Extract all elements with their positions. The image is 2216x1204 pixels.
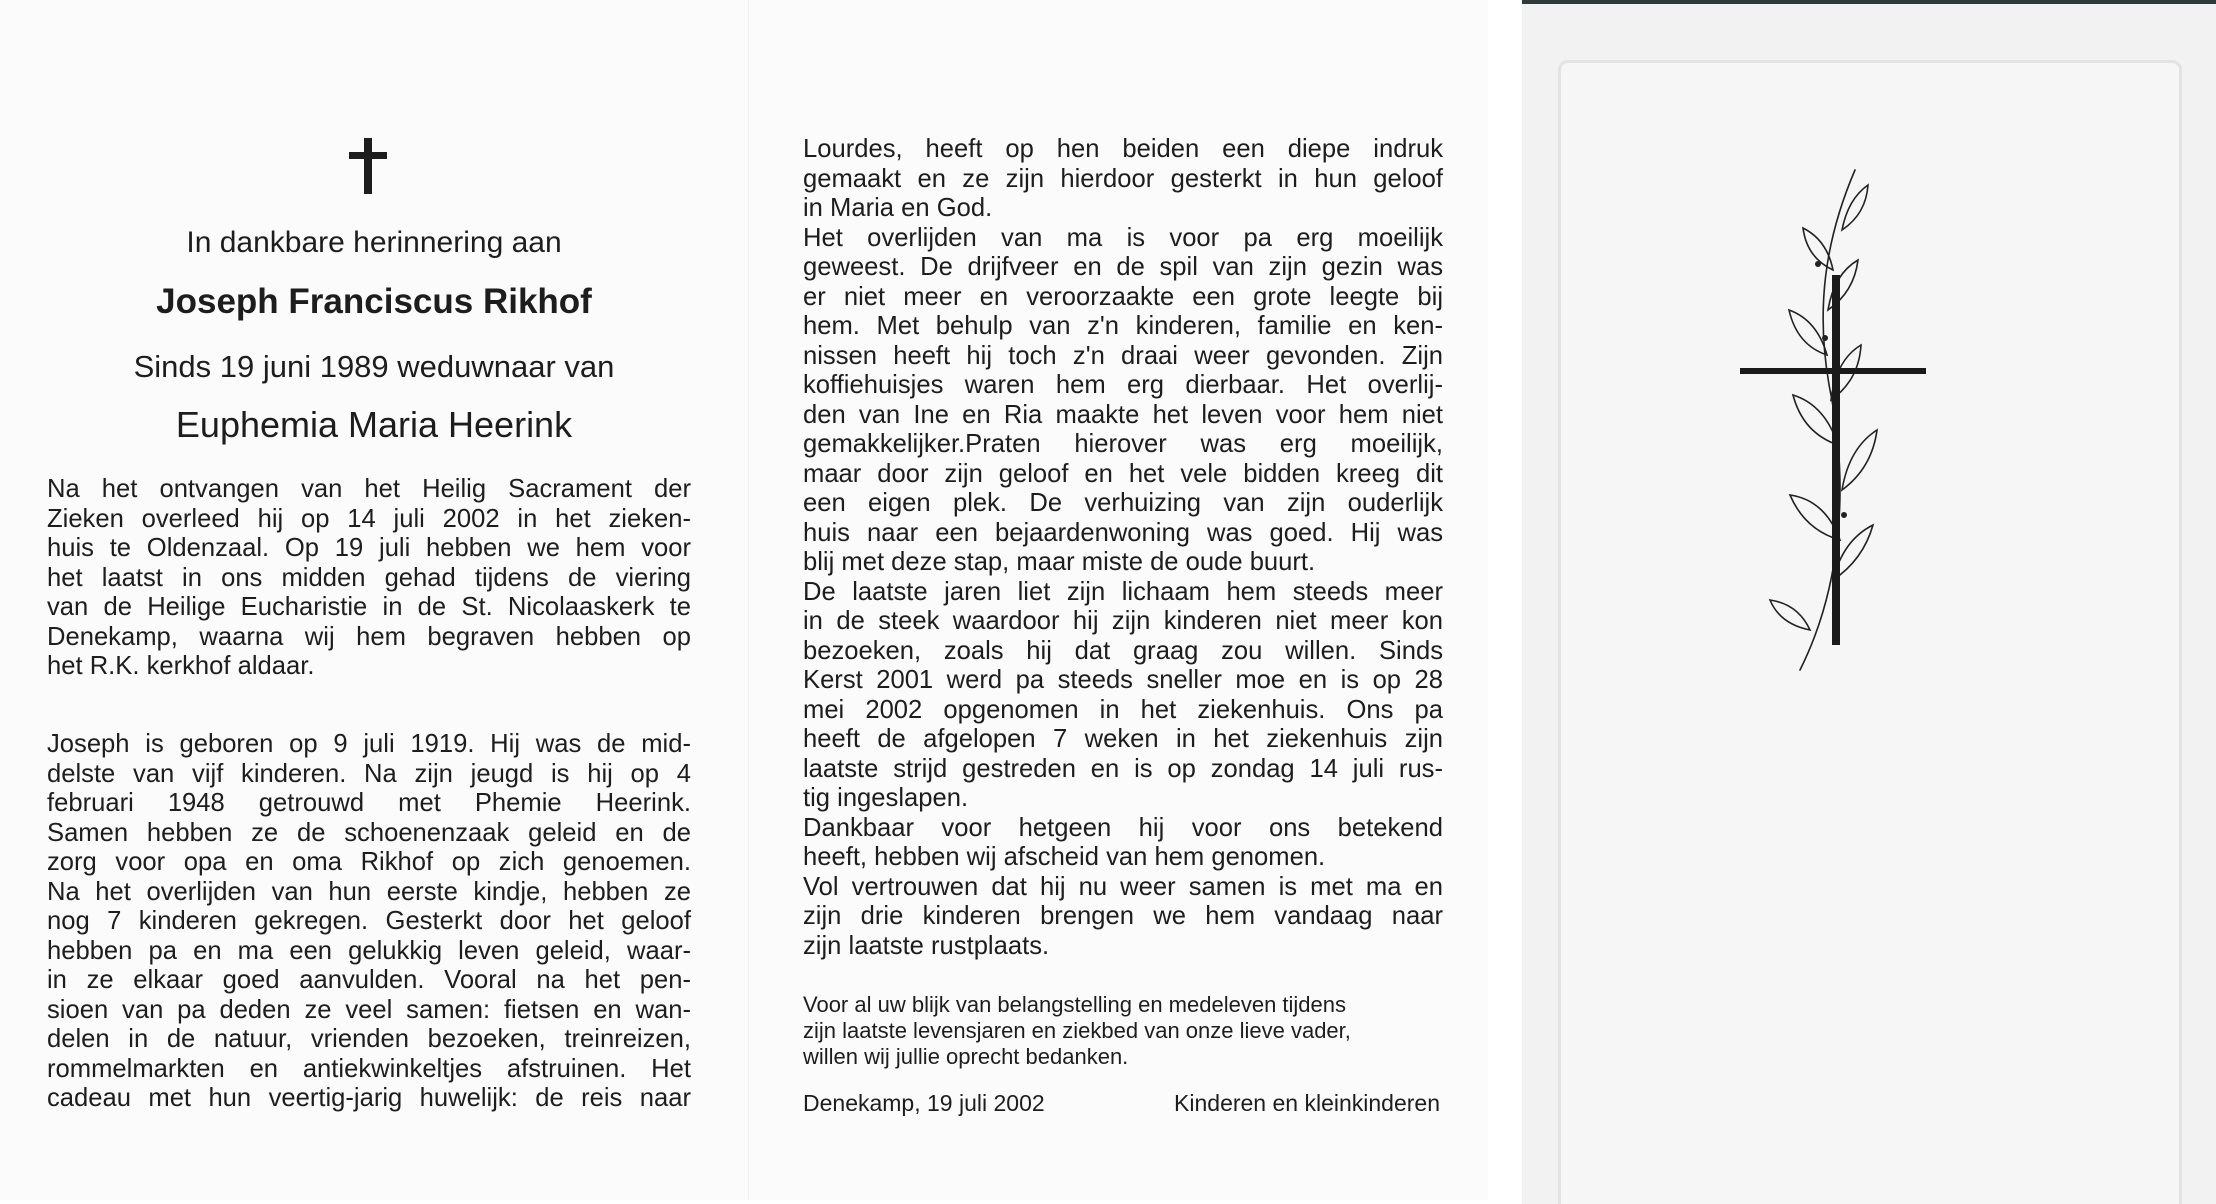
text-line: Samen hebben ze de schoenenzaak geleid en de <box>47 818 691 847</box>
text-line: het R.K. kerkhof aldaar. <box>47 652 315 680</box>
text-line: gemakkelijker.Praten hierover was erg moeilijk, <box>803 430 1443 458</box>
text-line: nissen heeft hij toch z'n draai weer gevonden. Zijn <box>803 341 1443 370</box>
left-page <box>0 0 748 1200</box>
text-line: De laatste jaren liet zijn lichaam hem steeds meer <box>803 577 1443 606</box>
text-line: heeft de afgelopen 7 weken in het ziekenhuis zijn <box>803 725 1443 753</box>
text-line: in Maria en God. <box>803 194 993 222</box>
widower-since-line: Sinds 19 juni 1989 weduwnaar van <box>133 349 615 384</box>
text-line: het laatst in ons midden gehad tijdens de viering <box>47 563 691 592</box>
spouse-name: Euphemia Maria Heerink <box>175 404 573 445</box>
paragraph-life-story <box>47 730 691 1114</box>
paragraph-continuation <box>803 135 1443 961</box>
text-line: cadeau met hun veertig-jarig huwelijk: de reis naar <box>47 1084 691 1112</box>
text-line: Na het overlijden van hun eerste kindje, hebben ze <box>47 877 691 906</box>
text-line: Kerst 2001 werd pa steeds sneller moe en is op 28 <box>803 666 1443 694</box>
text-line: van de Heilige Eucharistie in de St. Nicolaaskerk te <box>47 593 691 621</box>
text-line: Na het ontvangen van het Heilig Sacrament der <box>47 475 691 503</box>
text-line: Vol vertrouwen dat hij nu weer samen is met ma en <box>803 872 1443 901</box>
place-and-date: Denekamp, 19 juli 2002 <box>803 1090 1045 1116</box>
text-line: den van Ine en Ria maakte het leven voor hem niet <box>803 400 1443 429</box>
text-line: in ze elkaar goed aanvulden. Vooral na het pen- <box>47 966 691 994</box>
text-line: zijn laatste levensjaren en ziekbed van onze lieve vader, <box>803 1018 1351 1043</box>
text-line: Het overlijden van ma is voor pa erg moeilijk <box>803 223 1443 252</box>
page-gap <box>1488 0 1522 1200</box>
paragraph-death-notice <box>47 475 691 682</box>
text-line: rommelmarkten en antiekwinkeltjes afstruinen. Het <box>47 1054 691 1083</box>
text-line: zorg voor opa en oma Rikhof op zich genoemen. <box>47 848 691 876</box>
text-line: Joseph is geboren op 9 juli 1919. Hij was de mid- <box>47 730 691 758</box>
signature-line: Kinderen en kleinkinderen <box>1174 1090 1440 1116</box>
text-line: er niet meer en veroorzaakte een grote leegte bij <box>803 282 1443 311</box>
text-line: tig ingeslapen. <box>803 784 969 812</box>
text-line: zijn drie kinderen brengen we hem vandaag naar <box>803 902 1443 930</box>
text-line: Zieken overleed hij op 14 juli 2002 in het zieken- <box>47 504 691 533</box>
text-line: sioen van pa deden ze veel samen: fietsen en wan- <box>47 995 691 1024</box>
text-line: maar door zijn geloof en het vele bidden kreeg dit <box>803 459 1443 488</box>
text-line: mei 2002 opgenomen in het ziekenhuis. Ons pa <box>803 695 1443 724</box>
intro-line: In dankbare herinnering aan <box>186 226 562 259</box>
text-line: huis te Oldenzaal. Op 19 juli hebben we hem voor <box>47 534 691 562</box>
text-line: laatste strijd gestreden en is op zondag 14 juli rus- <box>803 754 1443 783</box>
text-line: delen in de natuur, vrienden bezoeken, treinreizen, <box>47 1025 691 1053</box>
latin-cross-icon <box>349 138 387 198</box>
text-line: bezoeken, zoals hij dat graag zou willen. Sinds <box>803 636 1443 665</box>
text-line: huis naar een bejaardenwoning was goed. Hij was <box>803 518 1443 547</box>
text-line: hem. Met behulp van z'n kinderen, familie en ken- <box>803 312 1443 340</box>
text-line: gemaakt en ze zijn hierdoor gesterkt in hun geloof <box>803 164 1443 193</box>
text-line: heeft, hebben wij afscheid van hem genomen. <box>803 843 1326 871</box>
text-line: willen wij jullie oprecht bedanken. <box>803 1044 1129 1069</box>
text-line: Voor al uw blijk van belangstelling en medeleven tijdens <box>803 992 1347 1017</box>
text-line: koffiehuisjes waren hem erg dierbaar. Het overlij- <box>803 371 1443 399</box>
cross-with-olive-branch-icon <box>1730 160 1970 680</box>
text-line: delste van vijf kinderen. Na zijn jeugd is hij op 4 <box>47 759 691 788</box>
thanks-note <box>803 992 1443 1070</box>
deceased-name: Joseph Franciscus Rikhof <box>156 282 592 321</box>
text-line: februari 1948 getrouwd met Phemie Heerink. <box>47 789 691 817</box>
text-line: geweest. De drijfveer en de spil van zijn gezin was <box>803 253 1443 281</box>
text-line: hebben pa en ma een gelukkig leven geleid, waar- <box>47 936 691 965</box>
text-line: Denekamp, waarna wij hem begraven hebben op <box>47 622 691 651</box>
text-line: nog 7 kinderen gekregen. Gesterkt door het geloof <box>47 907 691 935</box>
text-line: een eigen plek. De verhuizing van zijn ouderlijk <box>803 489 1443 517</box>
text-line: zijn laatste rustplaats. <box>803 931 1050 960</box>
text-line: Dankbaar voor hetgeen hij voor ons betekend <box>803 813 1443 842</box>
text-line: Lourdes, heeft op hen beiden een diepe indruk <box>803 135 1443 163</box>
text-line: in de steek waardoor hij zijn kinderen niet meer kon <box>803 607 1443 635</box>
text-line: blij met deze stap, maar miste de oude buurt. <box>803 548 1316 576</box>
